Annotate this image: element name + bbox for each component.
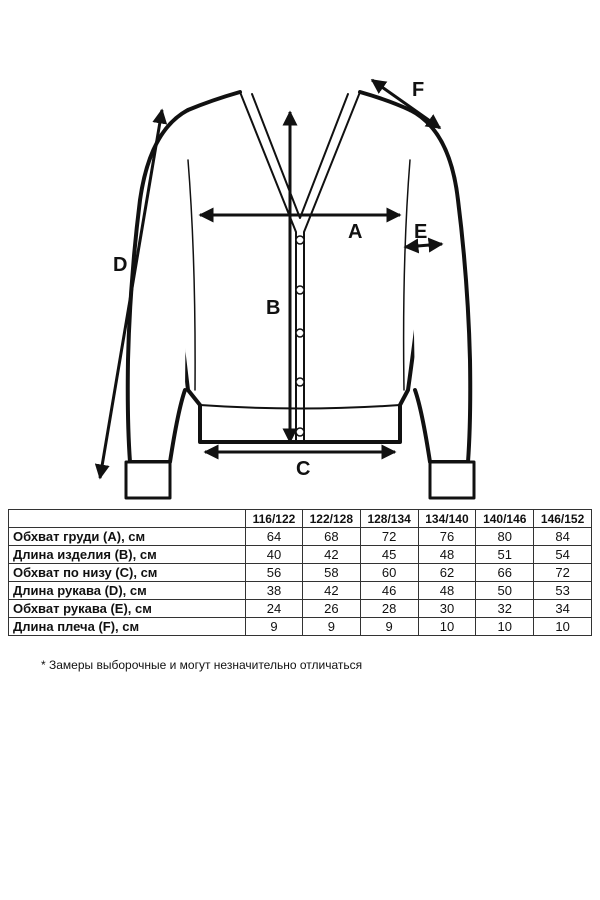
cell-value: 30	[418, 600, 476, 618]
cell-value: 10	[418, 618, 476, 636]
size-header: 116/122	[246, 510, 303, 528]
row-label: Обхват по низу (C), см	[9, 564, 246, 582]
cell-value: 28	[360, 600, 418, 618]
row-label: Длина рукава (D), см	[9, 582, 246, 600]
cell-value: 84	[534, 528, 592, 546]
cell-value: 48	[418, 582, 476, 600]
cell-value: 58	[302, 564, 360, 582]
cell-value: 76	[418, 528, 476, 546]
cell-value: 56	[246, 564, 303, 582]
table-row	[9, 528, 592, 546]
cell-value: 68	[302, 528, 360, 546]
size-header: 122/128	[302, 510, 360, 528]
row-label: Длина изделия (B), см	[9, 546, 246, 564]
size-header: 140/146	[476, 510, 534, 528]
cell-value: 34	[534, 600, 592, 618]
cell-value: 42	[302, 546, 360, 564]
size-header: 134/140	[418, 510, 476, 528]
measurement-note: * Замеры выборочные и могут незначительно отличаться	[41, 658, 363, 672]
cell-value: 24	[246, 600, 303, 618]
header-corner	[9, 510, 246, 528]
label-b: B	[266, 297, 281, 319]
cell-value: 72	[360, 528, 418, 546]
cell-value: 53	[534, 582, 592, 600]
size-header: 128/134	[360, 510, 418, 528]
cell-value: 51	[476, 546, 534, 564]
cell-value: 72	[534, 564, 592, 582]
table-row	[9, 564, 592, 582]
cell-value: 46	[360, 582, 418, 600]
cell-value: 38	[246, 582, 303, 600]
table-row	[9, 546, 592, 564]
cell-value: 26	[302, 600, 360, 618]
row-label: Длина плеча (F), см	[9, 618, 246, 636]
cell-value: 60	[360, 564, 418, 582]
label-f: F	[412, 79, 425, 101]
cell-value: 50	[476, 582, 534, 600]
table-row	[9, 618, 592, 636]
size-header: 146/152	[534, 510, 592, 528]
label-e: E	[414, 221, 428, 243]
cell-value: 48	[418, 546, 476, 564]
cell-value: 54	[534, 546, 592, 564]
label-d: D	[113, 254, 128, 276]
table-row	[9, 600, 592, 618]
cell-value: 32	[476, 600, 534, 618]
cell-value: 66	[476, 564, 534, 582]
size-header-row	[9, 510, 592, 528]
label-c: C	[296, 458, 311, 480]
row-label: Обхват рукава (E), см	[9, 600, 246, 618]
cell-value: 62	[418, 564, 476, 582]
cell-value: 80	[476, 528, 534, 546]
cell-value: 45	[360, 546, 418, 564]
cell-value: 9	[302, 618, 360, 636]
cardigan-measurement-diagram	[0, 60, 600, 510]
cell-value: 64	[246, 528, 303, 546]
label-a: A	[348, 221, 363, 243]
cell-value: 10	[476, 618, 534, 636]
size-chart-table	[8, 509, 592, 636]
cardigan-outline	[126, 92, 474, 498]
cell-value: 9	[246, 618, 303, 636]
table-row	[9, 582, 592, 600]
cell-value: 40	[246, 546, 303, 564]
cell-value: 9	[360, 618, 418, 636]
row-label: Обхват груди (A), см	[9, 528, 246, 546]
cell-value: 42	[302, 582, 360, 600]
cell-value: 10	[534, 618, 592, 636]
